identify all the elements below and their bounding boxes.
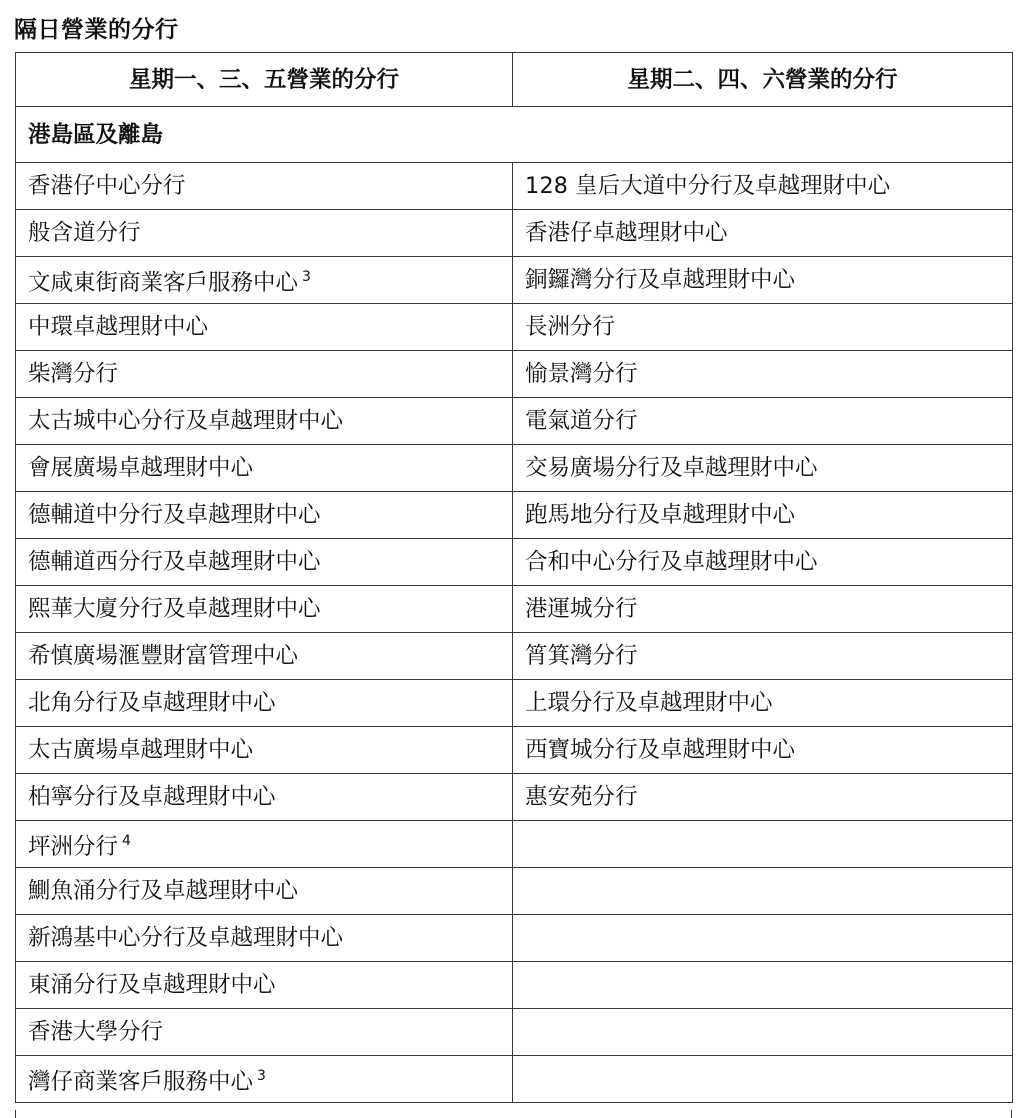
branch-cell-tue-thu-sat (513, 727, 1013, 774)
branch-name: 交易廣場分行及卓越理財中心 (525, 455, 818, 481)
table-continuation-edge (15, 1110, 1012, 1118)
branch-name: 西寶城分行及卓越理財中心 (525, 737, 796, 763)
branch-name: 愉景灣分行 (525, 361, 638, 387)
branch-cell-mon-wed-fri (16, 821, 513, 868)
table-row (16, 1009, 1013, 1056)
branch-cell-tue-thu-sat (513, 915, 1013, 962)
branch-cell-tue-thu-sat (513, 1056, 1013, 1103)
branch-name: 128 皇后大道中分行及卓越理財中心 (525, 173, 891, 199)
branch-name: 柏寧分行及卓越理財中心 (28, 784, 276, 810)
branch-cell-mon-wed-fri (16, 586, 513, 633)
table-row (16, 586, 1013, 633)
branch-cell-tue-thu-sat (513, 539, 1013, 586)
table-header-row (16, 53, 1013, 107)
branch-name: 銅鑼灣分行及卓越理財中心 (525, 267, 796, 293)
branch-cell-mon-wed-fri (16, 304, 513, 351)
branch-name: 熙華大廈分行及卓越理財中心 (28, 596, 321, 622)
branch-cell-tue-thu-sat (513, 633, 1013, 680)
branch-name: 灣仔商業客戶服務中心 (28, 1069, 254, 1095)
branch-name: 合和中心分行及卓越理財中心 (525, 549, 818, 575)
footnote-marker: 3 (302, 269, 311, 285)
table-row (16, 915, 1013, 962)
table-row (16, 868, 1013, 915)
region-row (16, 107, 1013, 163)
branch-name: 新鴻基中心分行及卓越理財中心 (28, 925, 344, 951)
branch-cell-mon-wed-fri (16, 257, 513, 304)
branch-cell-mon-wed-fri (16, 445, 513, 492)
table-row (16, 727, 1013, 774)
table-row (16, 774, 1013, 821)
branch-cell-mon-wed-fri (16, 633, 513, 680)
branch-cell-tue-thu-sat (513, 868, 1013, 915)
branch-cell-tue-thu-sat (513, 586, 1013, 633)
branch-cell-mon-wed-fri (16, 727, 513, 774)
footnote-marker: 3 (257, 1068, 266, 1084)
branch-name: 港運城分行 (525, 596, 638, 622)
branch-cell-tue-thu-sat (513, 774, 1013, 821)
branch-cell-tue-thu-sat (513, 257, 1013, 304)
branch-name: 希慎廣場滙豐財富管理中心 (28, 643, 299, 669)
branch-cell-tue-thu-sat (513, 398, 1013, 445)
branch-name: 會展廣場卓越理財中心 (28, 455, 254, 481)
branch-name: 電氣道分行 (525, 408, 638, 434)
branch-cell-tue-thu-sat (513, 962, 1013, 1009)
table-row (16, 492, 1013, 539)
branch-name: 東涌分行及卓越理財中心 (28, 972, 276, 998)
table-row (16, 398, 1013, 445)
table-row (16, 445, 1013, 492)
table-row (16, 1056, 1013, 1103)
branch-cell-tue-thu-sat (513, 680, 1013, 727)
branch-name: 長洲分行 (525, 314, 616, 340)
branch-schedule-table (15, 52, 1013, 1103)
branch-name: 惠安苑分行 (525, 784, 638, 810)
branch-name: 中環卓越理財中心 (28, 314, 209, 340)
branch-name: 香港大學分行 (28, 1019, 164, 1045)
table-row (16, 163, 1013, 210)
branch-name: 般含道分行 (28, 220, 141, 246)
header-tue-thu-sat: 星期二、四、六營業的分行 (513, 53, 1013, 107)
table-row (16, 633, 1013, 680)
branch-cell-mon-wed-fri (16, 163, 513, 210)
branch-name: 柴灣分行 (28, 361, 119, 387)
branch-cell-tue-thu-sat (513, 304, 1013, 351)
branch-name: 跑馬地分行及卓越理財中心 (525, 502, 796, 528)
header-mon-wed-fri: 星期一、三、五營業的分行 (16, 53, 513, 107)
branch-cell-mon-wed-fri (16, 398, 513, 445)
table-row (16, 539, 1013, 586)
branch-cell-mon-wed-fri (16, 1009, 513, 1056)
branch-name: 太古廣場卓越理財中心 (28, 737, 254, 763)
table-row (16, 257, 1013, 304)
branch-cell-tue-thu-sat (513, 210, 1013, 257)
branch-name: 鰂魚涌分行及卓越理財中心 (28, 878, 299, 904)
branch-cell-mon-wed-fri (16, 680, 513, 727)
branch-cell-mon-wed-fri (16, 492, 513, 539)
branch-name: 德輔道中分行及卓越理財中心 (28, 502, 321, 528)
branch-name: 上環分行及卓越理財中心 (525, 690, 773, 716)
branch-cell-mon-wed-fri (16, 210, 513, 257)
branch-name: 坪洲分行 (28, 834, 119, 860)
branch-cell-tue-thu-sat (513, 1009, 1013, 1056)
branch-name: 香港仔中心分行 (28, 173, 186, 199)
branch-name: 太古城中心分行及卓越理財中心 (28, 408, 344, 434)
branch-name: 德輔道西分行及卓越理財中心 (28, 549, 321, 575)
branch-cell-mon-wed-fri (16, 1056, 513, 1103)
branch-cell-mon-wed-fri (16, 351, 513, 398)
branch-name: 北角分行及卓越理財中心 (28, 690, 276, 716)
branch-cell-mon-wed-fri (16, 962, 513, 1009)
page-title: 隔日營業的分行 (14, 17, 179, 43)
region-label: 港島區及離島 (16, 107, 1013, 163)
table-row (16, 680, 1013, 727)
branch-cell-tue-thu-sat (513, 492, 1013, 539)
branch-cell-tue-thu-sat (513, 351, 1013, 398)
branch-cell-mon-wed-fri (16, 915, 513, 962)
branch-cell-tue-thu-sat (513, 821, 1013, 868)
table-row (16, 821, 1013, 868)
branch-cell-mon-wed-fri (16, 539, 513, 586)
branch-name: 文咸東街商業客戶服務中心 (28, 270, 299, 296)
branch-cell-tue-thu-sat (513, 445, 1013, 492)
branch-name: 筲箕灣分行 (525, 643, 638, 669)
branch-cell-mon-wed-fri (16, 774, 513, 821)
footnote-marker: 4 (122, 833, 131, 849)
table-row (16, 210, 1013, 257)
table-row (16, 351, 1013, 398)
table-body (16, 107, 1013, 1103)
table-row (16, 304, 1013, 351)
branch-cell-tue-thu-sat (513, 163, 1013, 210)
branch-name: 香港仔卓越理財中心 (525, 220, 728, 246)
branch-cell-mon-wed-fri (16, 868, 513, 915)
table-row (16, 962, 1013, 1009)
